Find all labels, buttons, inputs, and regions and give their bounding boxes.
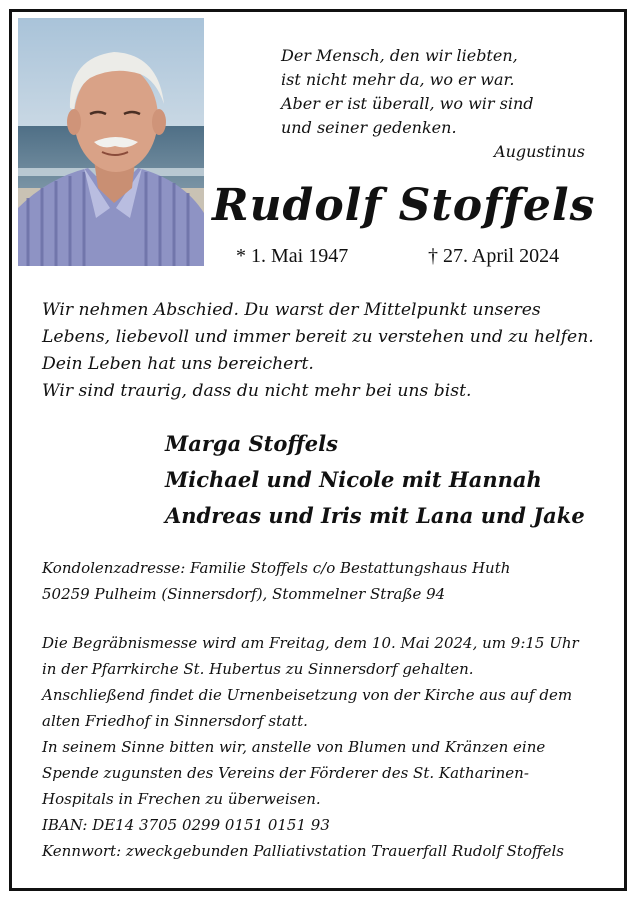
quote-line: und seiner gedenken. bbox=[281, 118, 457, 137]
service-line: Die Begräbnismesse wird am Freitag, dem 10. Mai 2024, um 9:15 Uhr bbox=[42, 634, 579, 652]
portrait-illustration bbox=[18, 18, 204, 266]
farewell-line: Lebens, liebevoll und immer bereit zu verstehen und zu helfen. bbox=[42, 327, 594, 347]
condolence-address bbox=[42, 555, 602, 607]
family-member: Michael und Nicole mit Hannah bbox=[165, 467, 542, 492]
farewell-message bbox=[42, 297, 602, 405]
condolence-line: Kondolenzadresse: Familie Stoffels c/o Bestattungshaus Huth bbox=[42, 559, 511, 577]
farewell-line: Wir sind traurig, dass du nicht mehr bei uns bist. bbox=[42, 381, 472, 401]
service-line: Anschließend findet die Urnenbeisetzung von der Kirche aus auf dem bbox=[42, 686, 573, 704]
service-line: in der Pfarrkirche St. Hubertus zu Sinnersdorf gehalten. bbox=[42, 660, 474, 678]
quote-author: Augustinus bbox=[494, 142, 585, 161]
memorial-quote bbox=[281, 44, 591, 164]
farewell-line: Wir nehmen Abschied. Du warst der Mittelpunkt unseres bbox=[42, 300, 541, 320]
service-line: alten Friedhof in Sinnersdorf statt. bbox=[42, 712, 308, 730]
service-line: Spende zugunsten des Vereins der Förderer des St. Katharinen- bbox=[42, 764, 529, 782]
deceased-name: Rudolf Stoffels bbox=[212, 180, 596, 231]
farewell-line: Dein Leben hat uns bereichert. bbox=[42, 354, 314, 374]
family-names bbox=[165, 426, 605, 534]
service-line: Hospitals in Frechen zu überweisen. bbox=[42, 790, 321, 808]
service-information bbox=[42, 630, 612, 864]
quote-line: Der Mensch, den wir liebten, bbox=[281, 46, 518, 65]
quote-line: ist nicht mehr da, wo er war. bbox=[281, 70, 515, 89]
password-line: Kennwort: zweckgebunden Palliativstation Trauerfall Rudolf Stoffels bbox=[42, 842, 564, 860]
condolence-line: 50259 Pulheim (Sinnersdorf), Stommelner Straße 94 bbox=[42, 585, 446, 603]
death-date: † 27. April 2024 bbox=[428, 245, 560, 267]
birth-date: * 1. Mai 1947 bbox=[236, 245, 349, 267]
quote-line: Aber er ist überall, wo wir sind bbox=[281, 94, 534, 113]
family-member: Andreas und Iris mit Lana und Jake bbox=[165, 503, 585, 528]
portrait-photo bbox=[18, 18, 204, 266]
family-member: Marga Stoffels bbox=[165, 431, 338, 456]
iban-line: IBAN: DE14 3705 0299 0151 0151 93 bbox=[42, 816, 330, 834]
service-line: In seinem Sinne bitten wir, anstelle von Blumen und Kränzen eine bbox=[42, 738, 546, 756]
